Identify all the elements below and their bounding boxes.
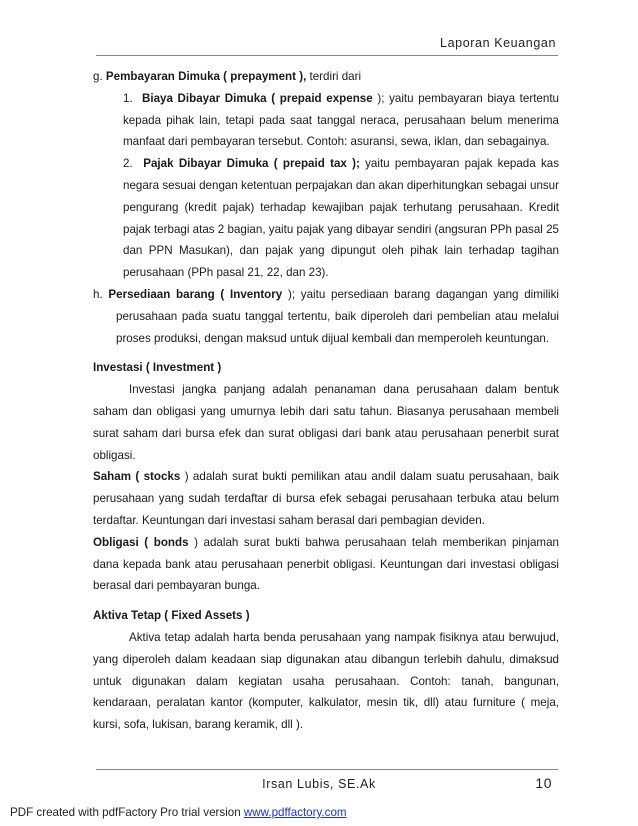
item-g-2-title: Pajak Dibayar Dimuka ( prepaid tax ); bbox=[143, 157, 360, 171]
saham-paragraph bbox=[93, 466, 559, 531]
pdf-creator-text: PDF created with pdfFactory Pro trial version bbox=[10, 806, 244, 819]
saham-text: ) adalah surat bukti pemilikan atau andil dalam suatu perusahaan, baik perusahaan yang sudah terdaftar di bursa efek sebagai perusahaan terbuka atau belum terdaftar. Keuntungan dari investasi saham berasal dari pembagian deviden. bbox=[93, 470, 559, 527]
investasi-heading: Investasi ( Investment ) bbox=[93, 361, 222, 375]
item-g-1 bbox=[123, 88, 559, 153]
item-h-marker: h. bbox=[93, 287, 103, 301]
item-g-2-text: yaitu pembayaran pajak kepada kas negara sesuai dengan ketentuan perpajakan dan akan diperhitungkan sebagai unsur pengurang (kredit pajak) terhadap kewajiban pajak terhutang perusahaan. Kredit pajak terbagi atas 2 bagian, yaitu pajak yang dibayar sendiri (angsuran PPh pasal 25 dan PPN Masukan), dan pajak yang dipungut oleh pihak lain terhadap tagihan perusahaan (PPh pasal 21, 22, dan 23). bbox=[123, 157, 559, 280]
item-g-2-number: 2. bbox=[123, 157, 133, 171]
saham-title: Saham ( stocks bbox=[93, 470, 181, 484]
page-number: 10 bbox=[535, 775, 552, 791]
item-g-title: Pembayaran Dimuka ( prepayment ), bbox=[105, 70, 307, 83]
pdffactory-link[interactable]: www.pdffactory.com bbox=[243, 806, 347, 819]
obligasi-title: Obligasi ( bonds bbox=[93, 535, 189, 549]
item-g-text: terdiri dari bbox=[306, 70, 362, 83]
item-g-sublist bbox=[123, 88, 559, 284]
footer-rule bbox=[96, 769, 558, 770]
item-g-2 bbox=[123, 153, 559, 284]
running-header-title: Laporan Keuangan bbox=[440, 36, 556, 50]
page-content bbox=[93, 66, 559, 736]
item-g-1-text: ); yaitu pembayaran biaya tertentu kepada pihak lain, tetapi pada saat tanggal neraca, perusahaan belum menerima manfaat dari pembayaran tersebut. Contoh: asuransi, sewa, iklan, dan sebagainya. bbox=[123, 91, 559, 149]
footer-author: Irsan Lubis, SE.Ak bbox=[262, 777, 376, 791]
investasi-body: Investasi jangka panjang adalah penanaman dana perusahaan dalam bentuk saham dan obligasi yang umurnya lebih dari satu tahun. Biasanya perusahaan membeli surat saham dari bursa efek dan surat obligasi dari bank atau perusahaan penerbit surat obligasi. bbox=[93, 383, 559, 462]
item-h-text: ); yaitu persediaan barang dagangan yang dimiliki perusahaan pada suatu tanggal tertentu, baik diperoleh dari pembelian atau melalui proses produksi, dengan maksud untuk dijual kembali dan memperoleh keuntungan. bbox=[116, 287, 559, 345]
item-h-title: Persediaan barang ( Inventory bbox=[108, 287, 283, 301]
obligasi-paragraph bbox=[93, 532, 559, 597]
obligasi-text: ) adalah surat bukti bahwa perusahaan telah memberikan pinjaman dana kepada bank atau perusahaan penerbit obligasi. Keuntungan dari investasi obligasi berasal dari pembayaran bunga. bbox=[93, 535, 559, 593]
item-g bbox=[93, 66, 559, 88]
item-g-marker: g. bbox=[93, 70, 103, 83]
item-h bbox=[93, 284, 559, 349]
aktiva-heading: Aktiva Tetap ( Fixed Assets ) bbox=[93, 609, 250, 623]
item-g-1-title: Biaya Dibayar Dimuka ( prepaid expense bbox=[141, 91, 373, 105]
pdf-creator-note bbox=[10, 806, 347, 819]
header-rule bbox=[96, 55, 558, 56]
aktiva-body: Aktiva tetap adalah harta benda perusahaan yang nampak fisiknya atau berwujud, yang diperoleh dalam keadaan siap digunakan atau dibangun terlebih dahulu, dimaksud untuk digunakan dalam kegiatan usaha perusahaan. Contoh: tanah, bangunan, kendaraan, peralatan kantor (komputer, kalkulator, mesin tik, dll) atau furniture ( meja, kursi, sofa, lukisan, barang keramik, dll ). bbox=[93, 630, 559, 732]
item-g-1-number: 1. bbox=[123, 91, 133, 105]
